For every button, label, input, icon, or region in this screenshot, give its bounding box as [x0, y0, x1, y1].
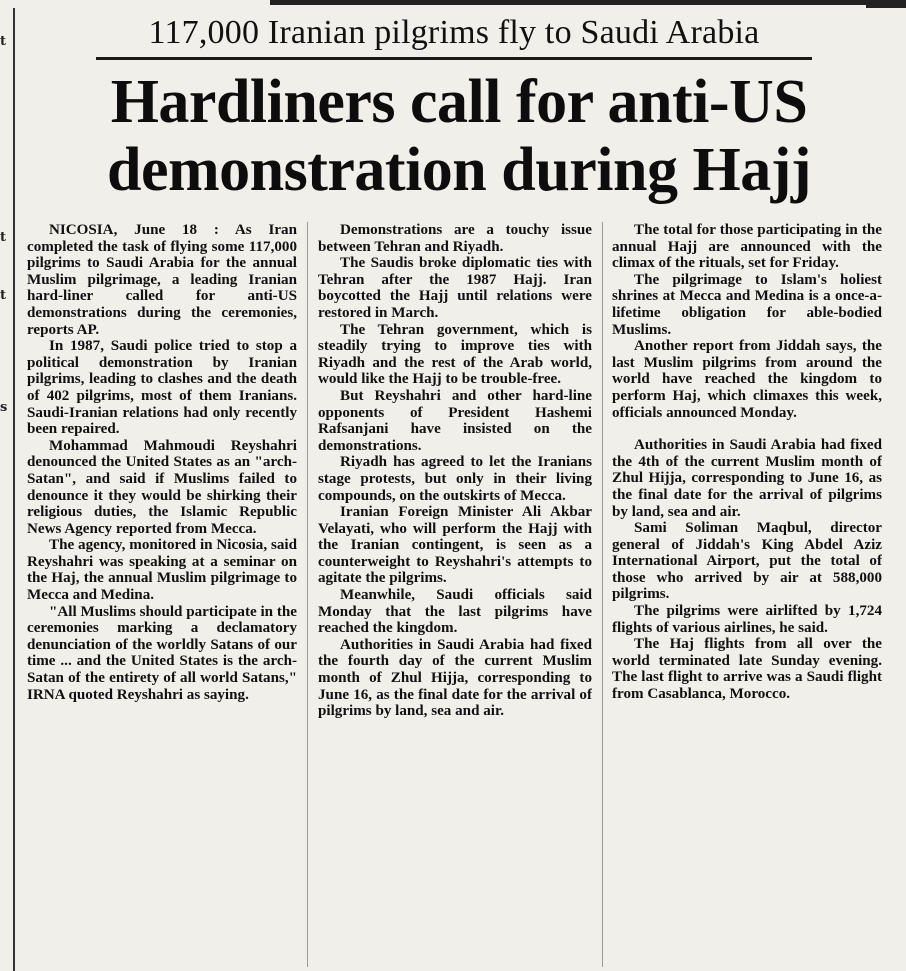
paragraph: The Saudis broke diplomatic ties with Tehran after the 1987 Hajj. Iran boycotted the Hajj until relations were restored in March.	[318, 255, 592, 321]
top-rule	[270, 0, 906, 5]
paragraph: Sami Soliman Maqbul, director general of Jiddah's King Abdel Aziz International Airport, put the total of those who arrived by air at 588,000 pilgrims.	[612, 520, 882, 603]
kicker-underline	[96, 57, 812, 60]
paragraph: But Reyshahri and other hard-line opponents of President Hashemi Rafsanjani have insisted on the demonstrations.	[318, 387, 592, 454]
paragraph: The Haj flights from all over the world terminated late Sunday evening. The last flight to arrive was a Saudi flight from Casablanca, Morocco.	[612, 636, 882, 703]
article-column-3	[612, 222, 882, 967]
paragraph: The pilgrimage to Islam's holiest shrines at Mecca and Medina is a once-a-lifetime obligation for able-bodied Muslims.	[612, 271, 882, 338]
top-corner-block	[866, 0, 906, 8]
paragraph: In 1987, Saudi police tried to stop a political demonstration by Iranian pilgrims, leading to clashes and the death of 402 pilgrims, most of them Iranians. Saudi-Iranian relations had only recently been repaired.	[27, 338, 297, 438]
edge-mark: t	[0, 230, 7, 245]
kicker-block	[96, 8, 812, 66]
paragraph: Mohammad Mahmoudi Reyshahri denounced the United States as an "arch-Satan", and said if Muslims failed to denounce it they would be shirking their religious duties, the Islamic Republic News Agency reported from Mecca.	[27, 437, 297, 537]
column-divider	[307, 222, 308, 967]
edge-mark: s	[0, 400, 8, 415]
paragraph: Meanwhile, Saudi officials said Monday that the last pilgrims have reached the kingdom.	[318, 587, 592, 637]
page-top-border	[0, 0, 906, 8]
kicker-headline: 117,000 Iranian pilgrims fly to Saudi Arabia	[148, 14, 760, 51]
paragraph: Another report from Jiddah says, the last Muslim pilgrims from around the world have reached the kingdom to perform Haj, which climaxes this week, officials announced Monday.	[612, 338, 882, 421]
article-column-1	[27, 222, 297, 967]
edge-mark: t	[0, 288, 7, 303]
paragraph: Demonstrations are a touchy issue between Tehran and Riyadh.	[318, 222, 592, 255]
column-divider-left	[13, 8, 15, 971]
main-headline	[24, 68, 894, 204]
paragraph: "All Muslims should participate in the ceremonies marking a declamatory denunciation of the worldly Satans of our time ... and the United States is the arch-Satan of the entirety of all world Satans," IRNA quoted Reyshahri as saying.	[27, 603, 297, 703]
paragraph: The Tehran government, which is steadily trying to improve ties with Riyadh and the rest of the Arab world, would like the Hajj to be trouble-free.	[318, 321, 592, 388]
headline-line-2: demonstration during Hajj	[107, 136, 811, 204]
paragraph: NICOSIA, June 18 : As Iran completed the task of flying some 117,000 pilgrims to Saudi Arabia for the annual Muslim pilgrimage, a leading Iranian hard-liner called for anti-US demonstrations during the ceremonies, reports AP.	[27, 222, 297, 338]
paragraph: Riyadh has agreed to let the Iranians stage protests, but only in their living compounds, on the outskirts of Mecca.	[318, 454, 592, 504]
edge-mark: t	[0, 34, 7, 49]
column-divider	[602, 222, 603, 967]
paragraph: The pilgrims were airlifted by 1,724 flights of various airlines, he said.	[612, 603, 882, 636]
paragraph: The agency, monitored in Nicosia, said Reyshahri was speaking at a seminar on the Haj, the annual Muslim pilgrimage to Mecca and Medina.	[27, 537, 297, 604]
paragraph: The total for those participating in the annual Hajj are announced with the climax of the rituals, set for Friday.	[612, 222, 882, 272]
paragraph: Authorities in Saudi Arabia had fixed the 4th of the current Muslim month of Zhul Hijja, corresponding to June 16, as the final date for the arrival of pilgrims by land, sea and air.	[612, 437, 882, 520]
paragraph: Iranian Foreign Minister Ali Akbar Velayati, who will perform the Hajj with the Iranian contingent, is seen as a counterweight to Reyshahri's attempts to agitate the pilgrims.	[318, 504, 592, 587]
article-column-2	[318, 222, 592, 967]
adjacent-column-edge	[0, 0, 10, 971]
headline-line-1: Hardliners call for anti-US	[110, 68, 808, 136]
paragraph: Authorities in Saudi Arabia had fixed the fourth day of the current Muslim month of Zhul Hijja, corresponding to June 16, as the final date for the arrival of pilgrims by land, sea and air.	[318, 636, 592, 720]
